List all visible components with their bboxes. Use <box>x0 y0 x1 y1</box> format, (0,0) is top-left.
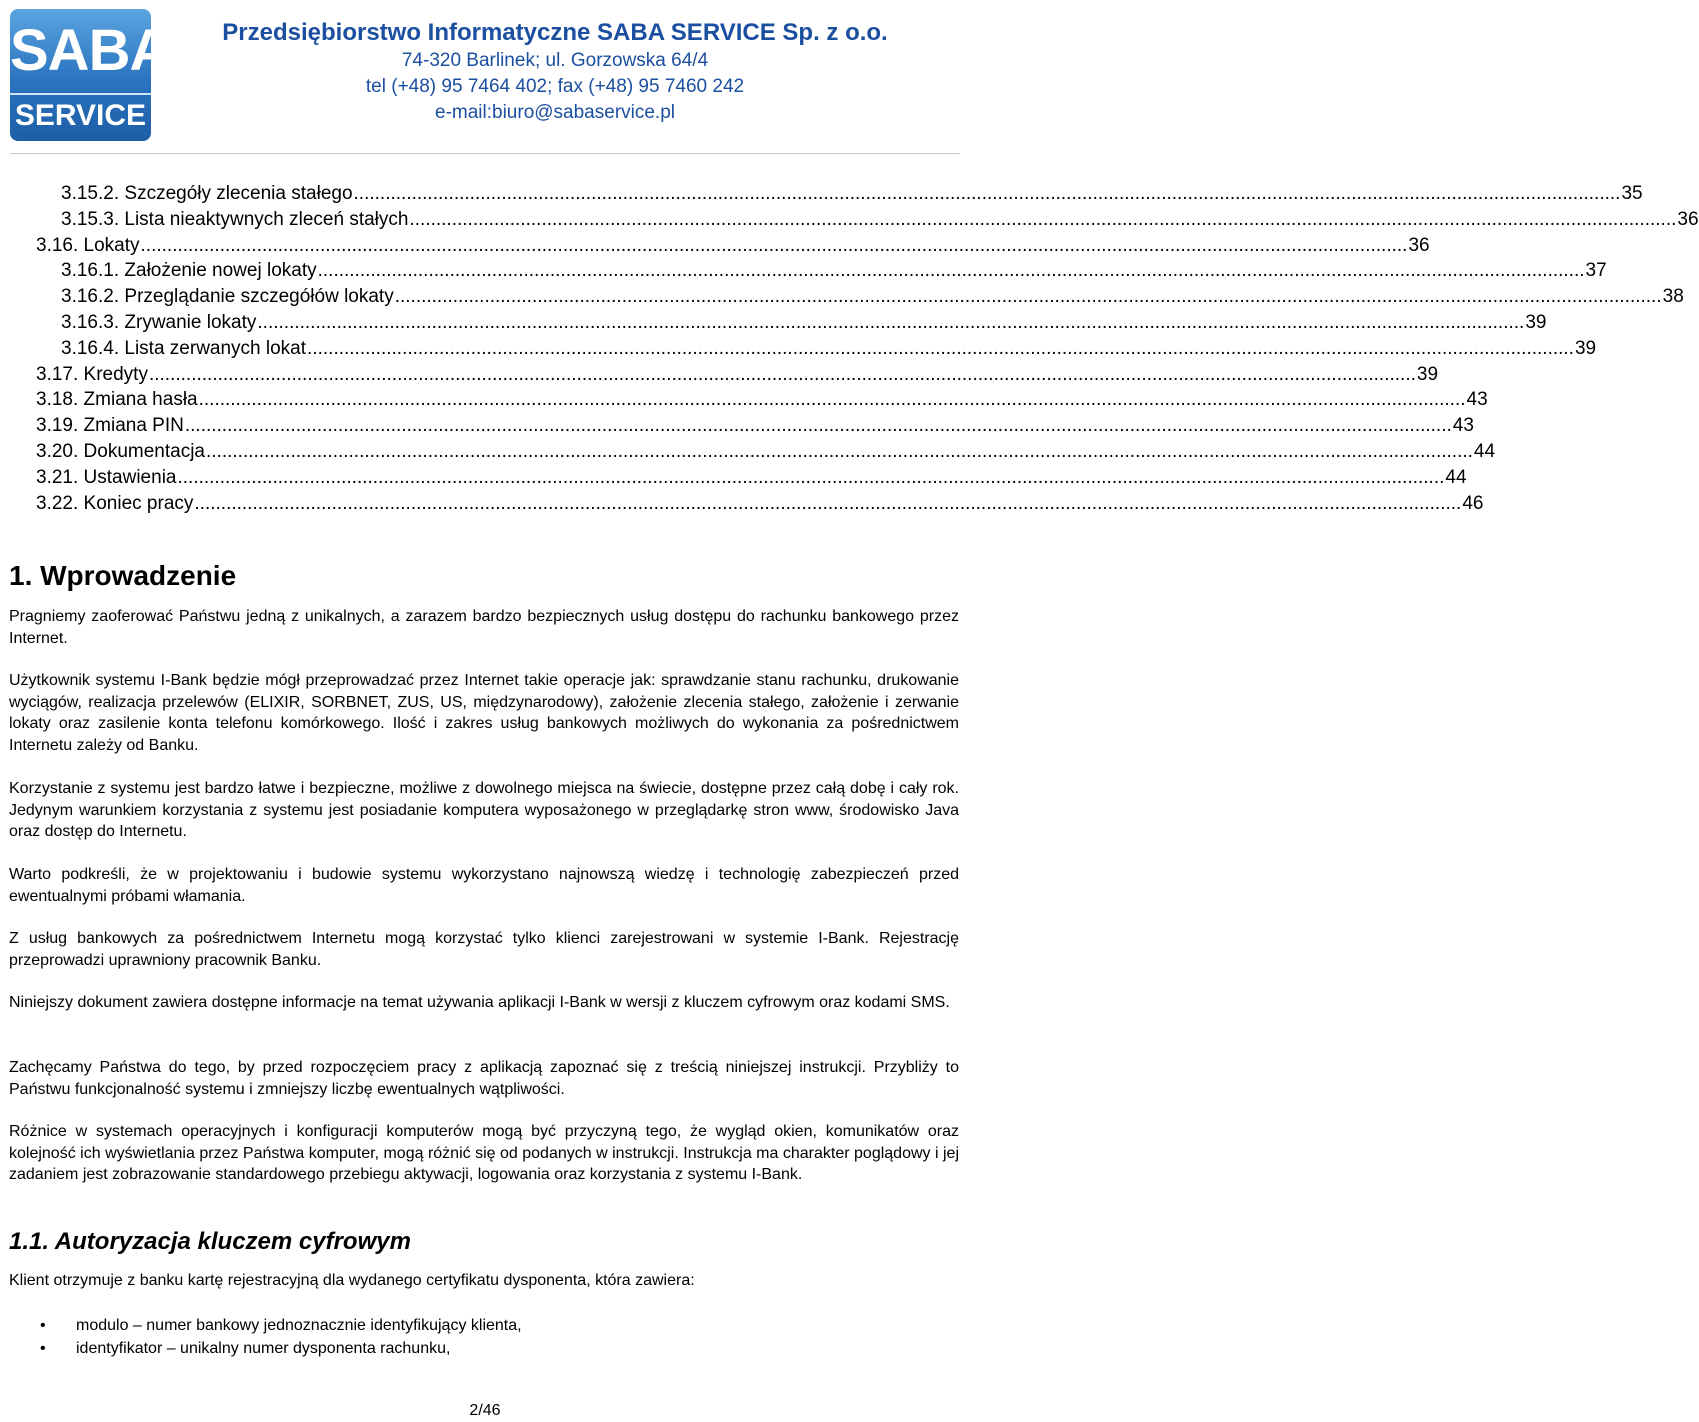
toc-entry[interactable] <box>36 491 1484 517</box>
list-item-text: identyfikator – unikalny numer dysponenta rachunku, <box>76 1340 451 1357</box>
toc-entry[interactable] <box>36 362 1439 388</box>
toc-entry-title: Założenie nowej lokaty <box>124 260 317 282</box>
toc-entry-page: 35 <box>1621 183 1643 204</box>
toc-entry-title: Dokumentacja <box>83 441 205 462</box>
toc-entry-title: Ustawienia <box>83 466 177 488</box>
toc-entry-page: 39 <box>1525 312 1547 333</box>
toc-entry-number: 3.16. <box>36 234 79 256</box>
toc-entry-page: 39 <box>1574 337 1597 359</box>
toc-entry-number: 3.20. <box>36 441 79 462</box>
toc-entry-number: 3.16.4. <box>61 337 120 359</box>
page-number: 2/46 <box>469 1402 501 1419</box>
saba-service-logo <box>10 9 171 141</box>
toc-entry-number: 3.16.2. <box>61 286 120 308</box>
list-item-text: modulo – numer bankowy jednoznacznie identyfikujący klienta, <box>76 1317 522 1334</box>
bullet-icon: • <box>40 1317 46 1334</box>
toc-entry-title: Szczegóły zlecenia stałego <box>124 183 353 204</box>
intro-paragraph-2: Użytkownik systemu I-Bank będzie mógł przeprowadzać przez Internet takie operacje jak: sprawdzanie stanu rachunku, drukowanie wyciągów, realizacja przelewów (ELIXIR, SORBNET, ZUS, US, międzynarodowy), założenie zlecenia stałego, założenie i zerwanie lokaty oraz zasilenie konta telefonu komórkowego. Ilość i zakres usług bankowych możliwych do wykonania za pośrednictwem Internetu zależy od Banku. <box>9 672 959 754</box>
toc-leader-dots: ................................................................................................................................................................................................................................................ <box>198 389 1466 411</box>
toc-entry-number: 3.17. <box>36 363 79 385</box>
toc-entry[interactable] <box>61 284 1684 310</box>
logo-divider <box>10 93 151 95</box>
toc-entry-number: 3.15.3. <box>61 208 120 230</box>
company-address: 74-320 Barlinek; ul. Gorzowska 64/4 <box>401 50 709 71</box>
toc-leader-dots: ................................................................................................................................................................................................................................................ <box>194 492 1462 514</box>
toc-leader-dots: ................................................................................................................................................................................................................................................ <box>353 183 1621 204</box>
toc-leader-dots: ................................................................................................................................................................................................................................................ <box>177 466 1445 488</box>
toc-entry-title: Zrywanie lokaty <box>124 312 257 333</box>
toc-entry-title: Lista nieaktywnych zleceń stałych <box>124 208 409 230</box>
toc-entry[interactable] <box>61 181 1643 207</box>
toc-leader-dots: ................................................................................................................................................................................................................................................ <box>257 312 1525 333</box>
intro-paragraph-3: Korzystanie z systemu jest bardzo łatwe i bezpieczne, możliwe z dowolnego miejsca na świecie, dostępne przez całą dobę i cały rok. Jedynym warunkiem korzystania z systemu jest posiadanie komputera wyposażonego w przeglądarkę stron www, środowisko Java oraz dostęp do Internetu. <box>9 780 959 840</box>
toc-entry-page: 44 <box>1473 441 1496 462</box>
toc-leader-dots: ................................................................................................................................................................................................................................................ <box>184 415 1452 437</box>
toc-entry-title: Zmiana PIN <box>83 415 184 437</box>
header-divider <box>10 153 960 154</box>
toc-entry[interactable] <box>36 439 1496 465</box>
company-info <box>160 18 950 126</box>
company-phone: tel (+48) 95 7464 402; fax (+48) 95 7460 242 <box>365 76 745 97</box>
toc-entry-title: Kredyty <box>83 363 148 385</box>
toc-entry-number: 3.18. <box>36 389 79 411</box>
toc-leader-dots: ................................................................................................................................................................................................................................................ <box>394 286 1662 308</box>
toc-entry-title: Zmiana hasła <box>83 389 198 411</box>
toc-leader-dots: ................................................................................................................................................................................................................................................ <box>206 441 1473 462</box>
toc-entry-title: Koniec pracy <box>83 492 194 514</box>
list-item <box>0 1314 960 1337</box>
toc-entry-page: 43 <box>1466 389 1488 411</box>
company-name: Przedsiębiorstwo Informatyczne SABA SERVICE Sp. z o.o. <box>222 19 888 46</box>
intro-paragraph-5: Z usług bankowych za pośrednictwem Internetu mogą korzystać tylko klienci zarejestrowani w systemie I-Bank. Rejestrację przeprowadzi uprawniony pracownik Banku. <box>9 930 959 969</box>
section-heading-digital-key: 1.1. Autoryzacja kluczem cyfrowym <box>9 1228 411 1255</box>
intro-paragraph-1: Pragniemy zaoferować Państwu jedną z unikalnych, a zarazem bardzo bezpiecznych usług dostępu do rachunku bankowego przez Internet. <box>9 608 959 647</box>
intro-paragraph-4: Warto podkreśli, że w projektowaniu i budowie systemu wykorzystano najnowszą wiedzę i technologię zabezpieczeń przed ewentualnymi próbami włamania. <box>9 866 959 905</box>
toc-leader-dots: ................................................................................................................................................................................................................................................ <box>409 208 1677 230</box>
toc-entry-number: 3.16.1. <box>61 260 120 282</box>
toc-entry-page: 46 <box>1462 492 1484 514</box>
toc-entry[interactable] <box>36 465 1467 491</box>
intro-paragraph-8: Różnice w systemach operacyjnych i konfiguracji komputerów mogą być przyczyną tego, że wygląd okien, komunikatów oraz kolejność ich wyświetlania przez Państwa komputer, mogą różnić się od podanych w instrukcji. Instrukcja ma charakter poglądowy i jej zadaniem jest zobrazowanie standardowego przebiegu aktywacji, logowania oraz korzystania z systemu I-Bank. <box>9 1123 959 1183</box>
intro-paragraph-7: Zachęcamy Państwa do tego, by przed rozpoczęciem pracy z aplikacją zapoznać się z treścią niniejszej instrukcji. Przybliży to Państwu funkcjonalność systemu i zmniejszy liczbę ewentualnych wątpliwości. <box>9 1059 959 1098</box>
toc-entry-number: 3.22. <box>36 492 79 514</box>
toc-entry-title: Lokaty <box>83 234 140 256</box>
section-heading-introduction: 1. Wprowadzenie <box>9 560 237 591</box>
toc-entry[interactable] <box>61 310 1547 336</box>
toc-entry-page: 37 <box>1585 260 1607 282</box>
toc-entry[interactable] <box>36 233 1430 259</box>
toc-entry-title: Przeglądanie szczegółów lokaty <box>124 286 394 308</box>
toc-leader-dots: ................................................................................................................................................................................................................................................ <box>307 337 1574 359</box>
toc-entry-page: 43 <box>1452 415 1474 437</box>
company-email: e-mail:biuro@sabaservice.pl <box>435 102 675 123</box>
toc-entry-number: 3.16.3. <box>61 312 120 333</box>
toc-entry-page: 44 <box>1445 466 1467 488</box>
card-contents-list <box>0 1314 960 1360</box>
toc-entry[interactable] <box>61 336 1597 362</box>
page-header <box>0 0 960 150</box>
toc-entry-page: 39 <box>1416 363 1439 385</box>
toc-entry-number: 3.21. <box>36 466 79 488</box>
toc-leader-dots: ................................................................................................................................................................................................................................................ <box>140 234 1408 256</box>
toc-entry-title: Lista zerwanych lokat <box>124 337 307 359</box>
toc-entry[interactable] <box>61 207 1699 233</box>
bullet-icon: • <box>40 1340 46 1357</box>
toc-entry[interactable] <box>36 387 1488 413</box>
toc-entry[interactable] <box>36 413 1474 439</box>
list-item <box>0 1337 960 1360</box>
digital-key-intro: Klient otrzymuje z banku kartę rejestracyjną dla wydanego certyfikatu dysponenta, która zawiera: <box>9 1272 695 1289</box>
toc-entry-page: 38 <box>1662 286 1684 308</box>
toc-leader-dots: ................................................................................................................................................................................................................................................ <box>317 260 1585 282</box>
toc-entry-number: 3.19. <box>36 415 79 437</box>
toc-entry-number: 3.15.2. <box>61 183 120 204</box>
toc-entry-page: 36 <box>1677 208 1699 230</box>
intro-paragraph-6: Niniejszy dokument zawiera dostępne informacje na temat używania aplikacji I-Bank w wersji z kluczem cyfrowym oraz kodami SMS. <box>9 994 950 1011</box>
toc-entry[interactable] <box>61 258 1607 284</box>
toc-entry-page: 36 <box>1408 234 1430 256</box>
toc-leader-dots: ................................................................................................................................................................................................................................................ <box>148 363 1416 385</box>
logo-text-top: SABA <box>10 18 171 83</box>
logo-text-bottom: SERVICE <box>14 99 147 132</box>
